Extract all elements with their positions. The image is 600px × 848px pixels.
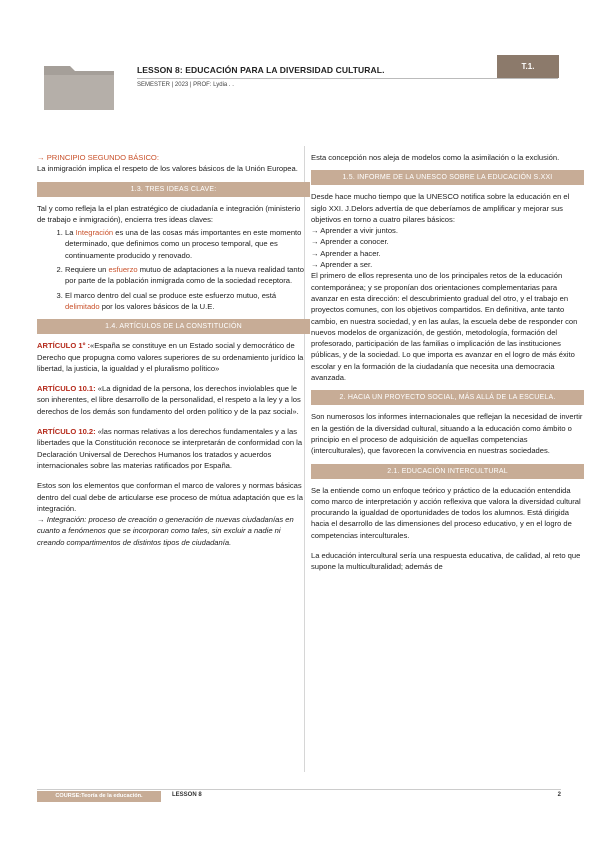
list-item: → Aprender a vivir juntos. <box>311 226 398 236</box>
unesco-text: Desde hace mucho tiempo que la UNESCO notifica sobre la educación en el siglo XXI. J.Delors advertía de que deberíamos de amplificar y mejorar sus objetivos en torno a cuatro pilares básicos: <box>311 192 570 224</box>
list-item: → Aprender a ser. <box>311 260 373 270</box>
footer-course: COURSE:Teoría de la educación. <box>37 791 161 802</box>
integracion-definition: → Integración: proceso de creación o generación de nuevas ciudadanías en cuanto a fenómenos que se incorporan como tales, sin excluir a nadie ni creando compartimentos de distintos tipos de ciudadanía. <box>37 515 294 547</box>
tres-intro: Tal y como refleja la el plan estratégico de ciudadanía e integración (ministerio de trabajo e inmigración), encierra tres ideas claves: <box>37 203 301 224</box>
intro-text: Esta concepción nos aleja de modelos como la asimilación o la exclusión. <box>311 153 560 162</box>
ideas-list <box>37 227 310 312</box>
proyecto-text: Son numerosos los informes internacionales que reflejan la necesidad de invertir en la gestión de la diversidad cultural, situando a la educación como ámbito o principio en el proceso de adquisición de aquellas competencias (interculturales), que favorecen la convivencia en nuestras sociedades. <box>311 412 583 456</box>
section-tres-ideas: 1.3. TRES IDEAS CLAVE: <box>37 182 310 197</box>
article-10-2: ARTÍCULO 10.2: «las normas relativas a los derechos fundamentales y a las libertades que la Constitución reconoce se interpretarán de conformidad con la Declaración Universal de Derechos Humanos los tratados y acuerdos internacionales sobre las materias ratificados por España. <box>37 427 303 470</box>
principio-heading: → PRINCIPIO SEGUNDO BÁSICO: <box>37 153 159 162</box>
list-item: 3. El marco dentro del cual se produce este esfuerzo mutuo, está delimitado por los valores básicos de la U.E. <box>65 290 310 313</box>
intercultural-text: Se la entiende como un enfoque teórico y práctico de la educación entendida como marco de interpretación y acción reflexiva que valora la diversidad cultural procurando la igualdad de oportunidades de todos los alumnos. Está dirigida hacia el desarrollo de las dimensiones del proceso educativo, y en el logro de competencias interculturales. <box>311 485 581 540</box>
folder-icon <box>42 62 116 112</box>
page-footer <box>37 789 561 803</box>
section-intercultural: 2.1. EDUCACIÓN INTERCULTURAL <box>311 464 584 479</box>
section-unesco: 1.5. INFORME DE LA UNESCO SOBRE LA EDUCACIÓN S.XXI <box>311 170 584 185</box>
article-1: ARTÍCULO 1º :«España se constituye en un Estado social y democrático de Derecho que propugna como valores superiores de su ordenamiento jurídico la libertad, la justicia, la igualdad y el pluralismo político» <box>37 341 304 373</box>
list-item: 2. Requiere un esfuerzo mutuo de adaptaciones a la nueva realidad tanto por parte de la población inmigrada como de la sociedad receptora. <box>65 264 310 287</box>
footer-lesson: LESSON 8 <box>172 792 202 798</box>
list-item: 1. La Integración es una de las cosas más importantes en este momento determinado, que definimos como un proceso temporal, que es continuamente producido y renovado. <box>65 227 310 261</box>
header-divider <box>137 78 558 79</box>
page-title: LESSON 8: EDUCACIÓN PARA LA DIVERSIDAD CULTURAL. <box>137 65 385 75</box>
topic-badge: T.1. <box>497 55 559 78</box>
section-articulos: 1.4. ARTÍCULOS DE LA CONSTITUCIÓN <box>37 319 310 334</box>
page-number: 2 <box>557 792 561 798</box>
left-column <box>37 152 310 548</box>
page-subtitle: SEMESTER | 2023 | PROF: Lydia . . <box>137 82 234 88</box>
elementos-text: Estos son los elementos que conforman el marco de valores y normas básicas dentro del cual debe de articularse ese proceso de mútua adaptación que es la integración. <box>37 481 303 513</box>
principio-text: La inmigración implica el respeto de los valores básicos de la Unión Europea. <box>37 164 298 174</box>
right-column <box>311 152 584 573</box>
article-10-1: ARTÍCULO 10.1: «La dignidad de la persona, los derechos inviolables que le son inherentes, el libre desarrollo de la personalidad, el respeto a la ley y a los derechos de los demás son fundamento del orden político y de la paz social». <box>37 384 301 416</box>
list-item: → Aprender a conocer. <box>311 237 389 247</box>
list-item: → Aprender a hacer. <box>311 248 381 258</box>
section-proyecto-social: 2. HACIA UN PROYECTO SOCIAL, MÁS ALLÁ DE LA ESCUELA. <box>311 390 584 405</box>
retos-text: El primero de ellos representa uno de los principales retos de la educación contemporánea; y se proponían dos orientaciones complementarias para avanzar en esta dirección: el descubrimiento gradual del otro, y el trabajo en proyectos comunes, con los objetivos compartidos. En definitiva, ante tanto cambio, en nuestra sociedad, y en las aulas, la escuela debe de responder con nuevos modelos de organización, de gestión, metodología, formación del profesorado, participación de las familias o implicación de las instituciones públicas, y de la sociedad. Lo que importa es avanzar en el logro de más éxito escolar y en la formación de la ciudadanía que necesita una democracia avanzada. <box>311 271 578 383</box>
respuesta-text: La educación intercultural sería una respuesta educativa, de calidad, al reto que supone la multiculturalidad; además de <box>311 551 581 572</box>
